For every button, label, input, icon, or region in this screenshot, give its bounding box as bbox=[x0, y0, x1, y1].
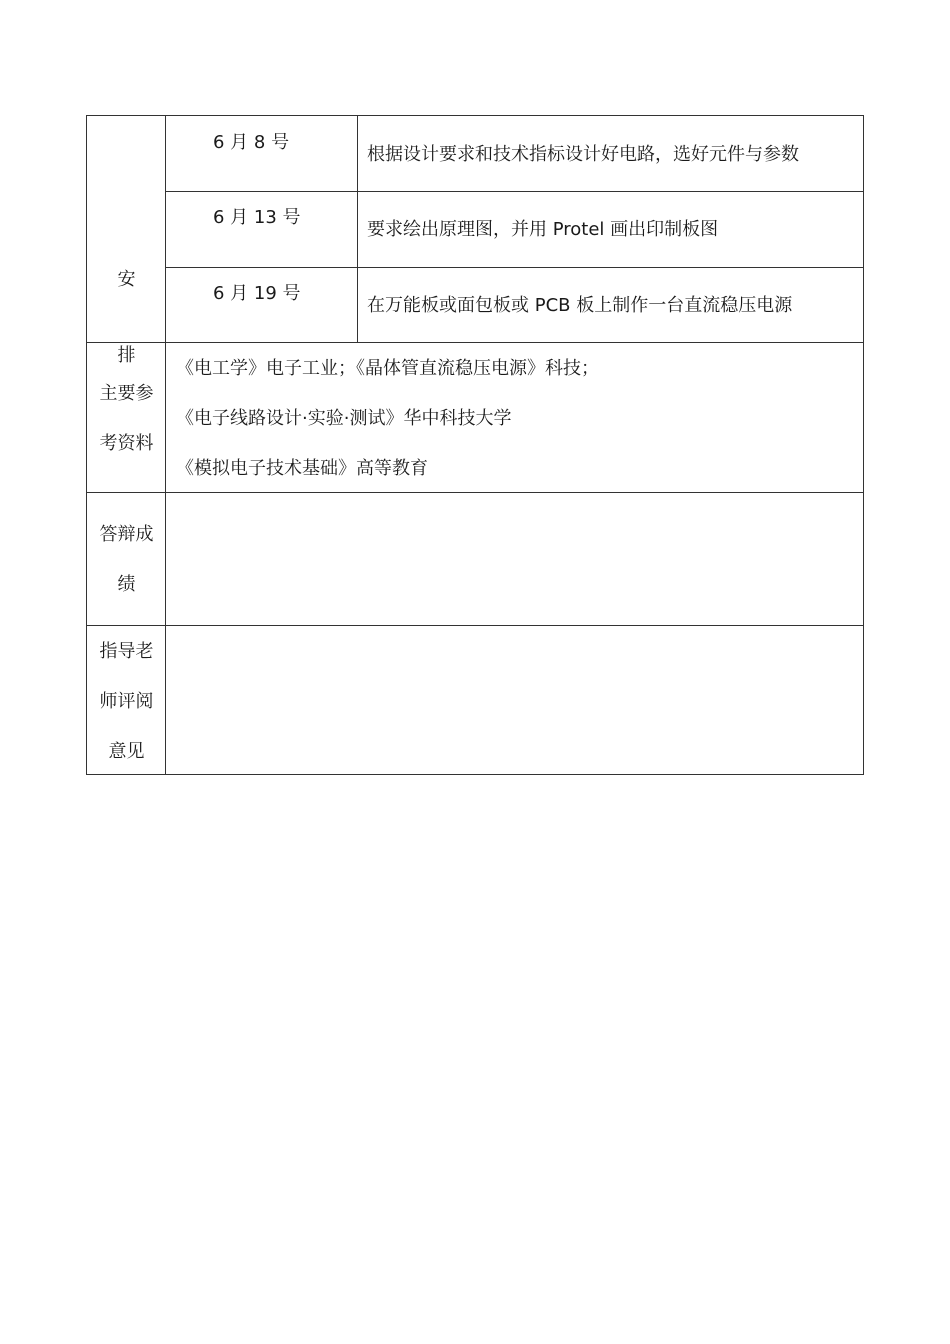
advisor-label-line3: 意见 bbox=[108, 741, 145, 762]
row-divider-references bbox=[87, 342, 863, 343]
project-form-table bbox=[86, 115, 864, 775]
reference-item: 《模拟电子技术基础》高等教育 bbox=[176, 458, 428, 479]
schedule-label-an: 安 bbox=[117, 269, 136, 290]
advisor-label-line1: 指导老 bbox=[99, 641, 154, 662]
schedule-date: 6 月 19 号 bbox=[213, 283, 301, 304]
reference-item: 《电工学》电子工业；《晶体管直流稳压电源》科技； bbox=[176, 358, 599, 379]
references-label-line2: 考资料 bbox=[99, 433, 154, 454]
references-label-line1: 主要参 bbox=[99, 383, 154, 404]
schedule-task: 要求绘出原理图，并用 Protel 画出印制板图 bbox=[367, 219, 719, 240]
defense-label-line1: 答辩成 bbox=[99, 524, 154, 545]
column-divider-date bbox=[357, 116, 358, 342]
row-divider-schedule-1 bbox=[165, 191, 863, 192]
defense-label-line2: 绩 bbox=[117, 574, 136, 595]
schedule-date: 6 月 13 号 bbox=[213, 207, 301, 228]
schedule-task: 在万能板或面包板或 PCB 板上制作一台直流稳压电源 bbox=[367, 295, 793, 316]
reference-item: 《电子线路设计·实验·测试》华中科技大学 bbox=[176, 408, 512, 429]
schedule-label-pai: 排 bbox=[117, 345, 136, 366]
schedule-task: 根据设计要求和技术指标设计好电路，选好元件与参数 bbox=[367, 144, 799, 165]
schedule-date: 6 月 8 号 bbox=[213, 132, 290, 153]
advisor-label-line2: 师评阅 bbox=[99, 691, 154, 712]
row-divider-defense bbox=[87, 492, 863, 493]
row-divider-schedule-2 bbox=[165, 267, 863, 268]
row-divider-advisor bbox=[87, 625, 863, 626]
